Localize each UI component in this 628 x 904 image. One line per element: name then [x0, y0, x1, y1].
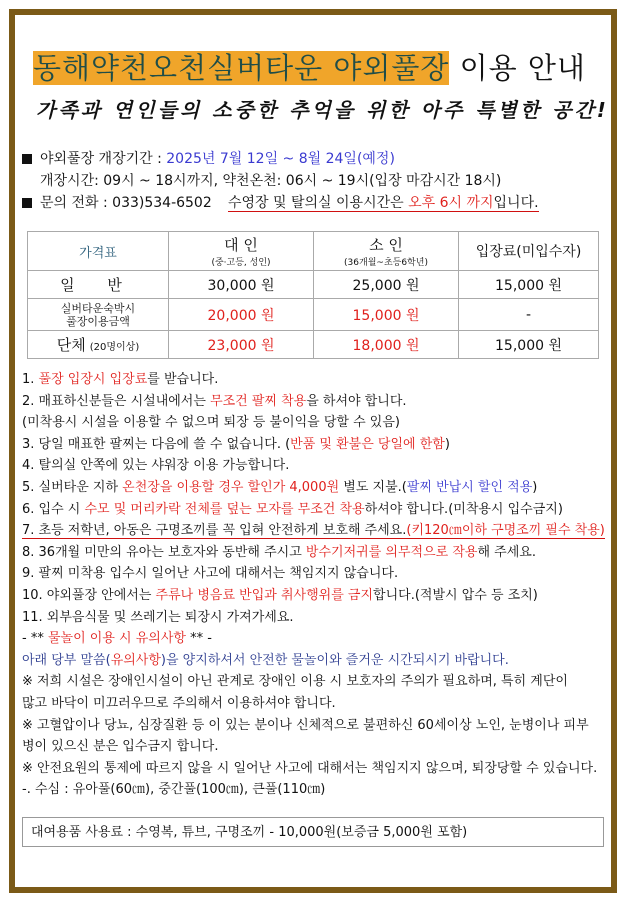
text-segment: 를 받습니다. — [147, 372, 219, 387]
text-segment: 7. 초등 저학년, 아동은 구명조끼를 꼭 입혀 안전하게 보호해 주세요. — [22, 523, 407, 539]
header-sub: (중·고등, 성인) — [211, 258, 271, 268]
header-label: 소 인 — [369, 236, 403, 254]
rule-line — [22, 673, 568, 691]
rule-line — [22, 436, 450, 454]
text-segment: 방수기저귀를 의무적으로 작용 — [305, 544, 478, 560]
price-cell: 15,000 원 — [314, 299, 459, 331]
rule-line — [22, 414, 400, 432]
header-cell — [169, 232, 314, 271]
text-segment: 유의사항 — [110, 652, 161, 668]
text-segment: 반품 및 환불은 당일에 한함 — [290, 436, 445, 452]
rule-line — [22, 717, 589, 735]
square-bullet-icon — [22, 198, 32, 208]
rule-line — [22, 479, 537, 497]
price-cell: 30,000 원 — [169, 271, 314, 299]
rule-line — [22, 652, 509, 670]
rule-line — [22, 781, 325, 799]
row-label: 단체 — [56, 336, 86, 354]
title-highlight: 동해약천오천실버타운 야외풀장 — [33, 51, 450, 85]
text-segment: 아래 당부 말씀( — [22, 652, 111, 668]
text-segment: 해 주세요. — [477, 544, 536, 560]
text-segment: 물놀이 이용 시 유의사항 — [47, 631, 186, 647]
text-segment: 무조건 팔찌 착용 — [210, 393, 307, 409]
text-segment: 개장시간: 09시 ~ 18시까지, 약천온천: 06시 ~ 19시(입장 마감시간 18시) — [40, 173, 502, 189]
text-segment: 합니다.(적발시 압수 등 조치) — [373, 588, 538, 603]
header-label: 가격표 — [79, 245, 117, 261]
text-segment: 하셔야 합니다.(미착용시 입수금지) — [364, 501, 563, 517]
text-segment: (미착용시 시설을 이용할 수 없으며 퇴장 등 불이익을 당할 수 있음) — [22, 415, 400, 431]
text-segment: 4. 탈의실 안쪽에 있는 샤워장 이용 가능합니다. — [22, 458, 290, 474]
subtitle: 가족과 연인들의 소중한 추억을 위한 아주 특별한 공간! — [36, 98, 609, 122]
rule-line — [22, 630, 212, 648]
rental-fee-box: 대여용품 사용료 : 수영복, 튜브, 구명조끼 - 10,000원(보증금 5,000원 포함) — [22, 817, 604, 847]
text-segment: 11. 외부음식물 및 쓰레기는 퇴장시 가져가세요. — [22, 609, 294, 625]
text-segment: 많고 바닥이 미끄러우므로 주의해서 이용하셔야 합니다. — [22, 696, 336, 711]
text-segment: 수영장 및 탈의실 이용시간은 — [228, 195, 409, 211]
text-segment: 2. 매표하신분들은 시설내에서는 — [22, 393, 211, 409]
price-cell: 15,000 원 — [459, 271, 599, 299]
square-bullet-icon — [22, 154, 32, 164]
row-label-cell — [28, 271, 169, 299]
text-segment: ※ 고혈압이나 당뇨, 심장질환 등 이 있는 분이나 신체적으로 불편하신 60세이상 노인, 눈병이나 피부 — [22, 717, 589, 733]
text-segment: 6. 입수 시 — [22, 501, 85, 517]
price-cell: 18,000 원 — [314, 331, 459, 359]
text-segment: 오후 6시 까지 — [408, 195, 494, 211]
rule-line — [22, 760, 597, 778]
text-segment: ) — [532, 480, 538, 495]
text-segment: 온천장을 이용할 경우 할인가 4,000원 — [122, 480, 340, 495]
row-label: 일 반 — [60, 276, 136, 294]
row-label: 실버타운숙박시 — [60, 301, 136, 315]
text-segment: 9. 팔찌 미착용 입수시 일어난 사고에 대해서는 책임지지 않습니다. — [22, 566, 399, 582]
rule-line — [22, 565, 398, 583]
info-line — [22, 150, 395, 168]
text-segment: 풀장 입장시 입장료 — [38, 372, 148, 387]
row-label-cell — [28, 331, 169, 359]
rule-line — [22, 695, 336, 713]
text-segment: ** - — [185, 631, 212, 647]
header-cell — [28, 232, 169, 271]
text-segment: 문의 전화 : 033)534-6502 — [40, 195, 212, 211]
text-segment: 주류나 병음료 반입과 취사행위를 금지 — [155, 588, 374, 603]
page-title — [33, 46, 586, 87]
text-segment: ※ 안전요원의 통제에 따르지 않을 시 일어난 사고에 대해서는 책임지지 않으며, 퇴장당할 수 있습니다. — [22, 760, 598, 776]
rule-line — [22, 587, 538, 605]
text-segment: 팔찌 반납시 할인 적용 — [406, 480, 533, 495]
price-table — [27, 231, 599, 359]
text-segment: 8. 36개월 미만의 유아는 보호자와 동반해 주시고 — [22, 544, 306, 560]
text-segment: ※ 저희 시설은 장애인시설이 아닌 관계로 장애인 이용 시 보호자의 주의가 필요하며, 특히 계단이 — [22, 674, 568, 690]
text-segment: - ** — [22, 631, 48, 647]
text-segment: -. 수심 : 유아풀(60㎝), 중간풀(100㎝), 큰풀(110㎝) — [22, 782, 326, 798]
header-label: 입장료(미입수자) — [475, 244, 582, 260]
row-label-sub: (20명이상) — [89, 342, 140, 353]
text-segment: 2025년 7월 12일 ~ 8월 24일(예정) — [166, 151, 395, 167]
price-cell: 15,000 원 — [459, 331, 599, 359]
rule-line — [22, 371, 218, 389]
rule-line — [22, 457, 289, 475]
rule-line — [22, 738, 218, 756]
price-cell: 20,000 원 — [169, 299, 314, 331]
price-cell: - — [459, 299, 599, 331]
header-label: 대 인 — [224, 236, 258, 254]
header-sub: (36개월~초등6학년) — [344, 258, 428, 268]
text-segment: 5. 실버타운 지하 — [22, 480, 123, 495]
info-line — [40, 172, 501, 190]
row-label-cell — [28, 299, 169, 331]
text-segment: 1. — [22, 372, 39, 387]
rule-line — [22, 501, 563, 519]
header-cell — [314, 232, 459, 271]
text-segment: 야외풀장 개장기간 : — [40, 151, 167, 167]
text-segment: 3. 당일 매표한 팔찌는 다음에 쓸 수 없습니다. ( — [22, 436, 291, 452]
rule-line — [22, 609, 294, 627]
table-row — [28, 271, 599, 299]
text-segment: (키120㎝이하 구명조끼 필수 착용) — [406, 523, 605, 539]
table-row — [28, 299, 599, 331]
text-segment: 수모 및 머리카락 전체를 덮는 모자를 무조건 착용 — [84, 501, 365, 517]
price-cell: 23,000 원 — [169, 331, 314, 359]
text-segment: 별도 지불.( — [339, 480, 407, 495]
table-row — [28, 331, 599, 359]
price-cell: 25,000 원 — [314, 271, 459, 299]
rule-line — [22, 393, 407, 411]
text-segment: ) — [444, 436, 450, 452]
title-rest: 이용 안내 — [449, 51, 586, 85]
text-segment: )을 양지하셔서 안전한 물놀이와 즐거운 시간되시기 바랍니다. — [160, 652, 509, 668]
header-cell — [459, 232, 599, 271]
text-segment: 10. 야외풀장 안에서는 — [22, 588, 156, 603]
rule-line — [22, 522, 605, 540]
text-segment: 병이 있으신 분은 입수금지 합니다. — [22, 739, 219, 755]
table-header-row — [28, 232, 599, 271]
info-line — [22, 194, 212, 212]
rule-line — [22, 544, 536, 562]
row-label-sub: 풀장이용금액 — [66, 314, 130, 328]
text-segment: 을 하셔야 합니다. — [306, 393, 407, 409]
info-line — [228, 194, 539, 212]
text-segment: 입니다. — [493, 195, 539, 211]
